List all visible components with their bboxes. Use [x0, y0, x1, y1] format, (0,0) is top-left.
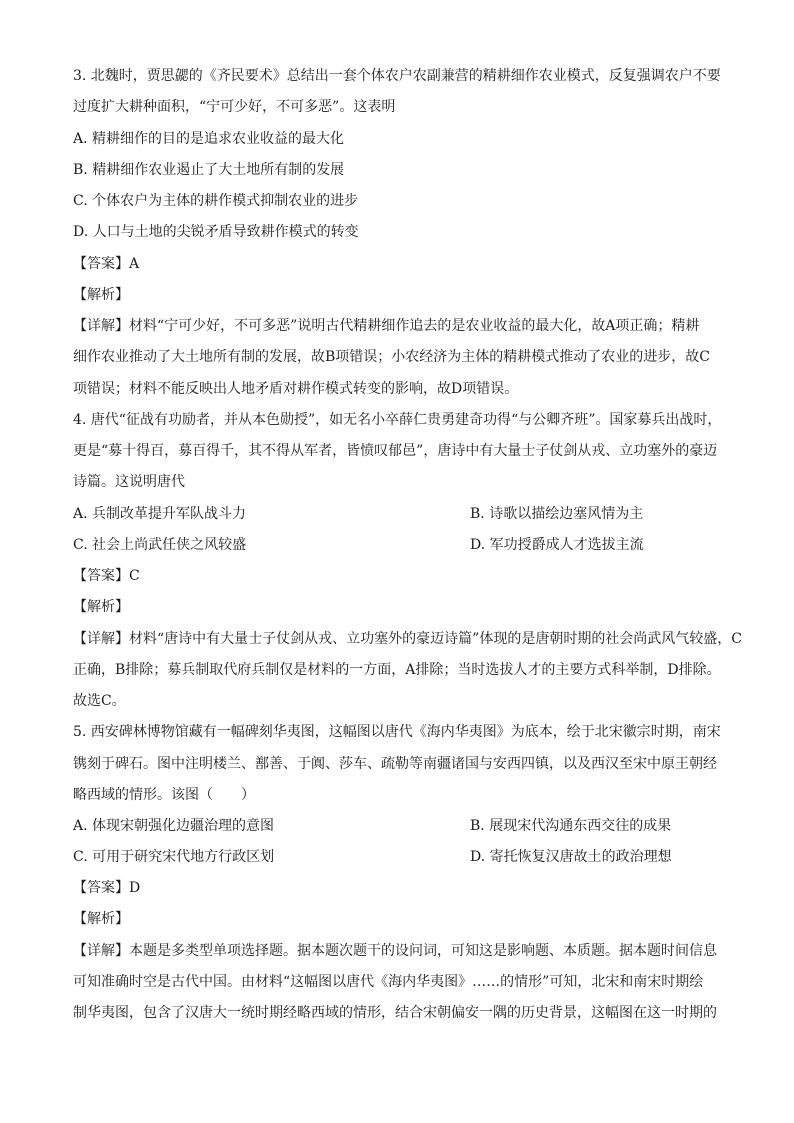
q3-stem-line-1: 3. 北魏时，贾思勰的《齐民要术》总结出一套个体农户农副兼营的精耕细作农业模式，反复强调农户不要 — [73, 68, 721, 84]
q5-option-c: C. 可用于研究宋代地方行政区划 — [73, 849, 275, 865]
analysis-tag: 【解析】 — [73, 911, 129, 927]
q5-analysis-tag — [73, 909, 721, 929]
q5-stem-line-3: 略西域的情形。该图（ ） — [73, 787, 255, 803]
detail-text: 材料“宁可少好，不可多恶”说明古代精耕细作追去的是农业收益的最大化，故A项正确；精耕 — [129, 318, 700, 334]
answer-value: D — [129, 880, 141, 896]
q4-stem-line-3: 诗篇。这说明唐代 — [73, 474, 185, 490]
answer-tag: 【答案】 — [73, 256, 129, 272]
q5-detail-line-2: 可知准确时空是古代中国。由材料“这幅图以唐代《海内华夷图》……的情形”可知，北宋和南宋时期绘 — [73, 974, 704, 990]
q3-detail-line-3: 项错误；材料不能反映出人地矛盾对耕作模式转变的影响，故D项错误。 — [73, 381, 519, 397]
q5-option-d: D. 寄托恢复汉唐故土的政治理想 — [470, 849, 672, 865]
q4-detail-line-3: 故选C。 — [73, 693, 126, 709]
answer-tag: 【答案】 — [73, 880, 129, 896]
q4-option-b: B. 诗歌以描绘边塞风情为主 — [470, 506, 644, 522]
q4-detail-line-1 — [73, 629, 743, 649]
detail-text: 材料“唐诗中有大量士子仗剑从戎、立功塞外的豪迈诗篇”体现的是唐朝时期的社会尚武风气较盛，C — [129, 631, 743, 647]
q3-option-c: C. 个体农户为主体的耕作模式抑制农业的进步 — [73, 193, 359, 209]
q3-option-b: B. 精耕细作农业遏止了大土地所有制的发展 — [73, 162, 345, 178]
detail-text: 本题是多类型单项选择题。据本题次题干的设问词，可知这是影响题、本质题。据本题时间信息 — [129, 943, 717, 959]
q3-answer-row — [73, 254, 721, 274]
q4-option-d: D. 军功授爵成人才选拔主流 — [470, 537, 644, 553]
q4-stem-line-1: 4. 唐代“征战有功励者，并从本色勋授”，如无名小卒薛仁贵勇建奇功得“与公卿齐班”。国家募兵出战时， — [73, 412, 722, 428]
analysis-tag: 【解析】 — [73, 599, 129, 615]
q4-detail-line-2: 正确，B排除；募兵制取代府兵制仅是材料的一方面，A排除；当时选拔人才的主要方式科举制，D排除。 — [73, 662, 721, 678]
q4-options-row-2 — [73, 535, 721, 555]
detail-tag: 【详解】 — [73, 318, 129, 334]
q4-answer-row — [73, 566, 721, 586]
detail-tag: 【详解】 — [73, 631, 129, 647]
q3-option-a: A. 精耕细作的目的是追求农业收益的最大化 — [73, 131, 345, 147]
q5-options-row-1 — [73, 816, 721, 836]
q5-option-b: B. 展现宋代沟通东西交往的成果 — [470, 818, 672, 834]
q5-stem-line-1: 5. 西安碑林博物馆藏有一幅碑刻华夷图，这幅图以唐代《海内华夷图》为底本，绘于北宋徽宗时期，南宋 — [73, 724, 721, 740]
q4-analysis-tag — [73, 597, 721, 617]
q3-analysis-tag — [73, 285, 721, 305]
q3-detail-line-1 — [73, 316, 721, 336]
q5-option-a: A. 体现宋朝强化边疆治理的意图 — [73, 818, 275, 834]
detail-tag: 【详解】 — [73, 943, 129, 959]
q4-options-row-1 — [73, 504, 721, 524]
q4-stem-line-2: 更是“募十得百，募百得千，其不得从军者，皆愤叹郁邑”，唐诗中有大量士子仗剑从戎、立功塞外的豪迈 — [73, 443, 718, 459]
q5-stem-line-2: 镌刻于碑石。图中注明楼兰、鄯善、于阗、莎车、疏勒等南疆诸国与安西四镇，以及西汉至宋中原王朝经 — [73, 756, 717, 772]
answer-value: A — [129, 256, 140, 272]
q3-detail-line-2: 细作农业推动了大土地所有制的发展，故B项错误；小农经济为主体的精耕模式推动了农业的进步，故C — [73, 349, 710, 365]
q5-answer-row — [73, 878, 721, 898]
answer-value: C — [129, 568, 140, 584]
q4-option-a: A. 兵制改革提升军队战斗力 — [73, 506, 247, 522]
q5-options-row-2 — [73, 847, 721, 867]
q5-detail-line-1 — [73, 941, 721, 961]
q3-stem-line-2: 过度扩大耕种面积，“宁可少好，不可多恶”。这表明 — [73, 99, 396, 115]
q5-detail-line-3: 制华夷图，包含了汉唐大一统时期经略西域的情形，结合宋朝偏安一隅的历史背景，这幅图在这一时期的 — [73, 1005, 717, 1021]
q4-option-c: C. 社会上尚武任侠之风较盛 — [73, 537, 247, 553]
answer-tag: 【答案】 — [73, 568, 129, 584]
analysis-tag: 【解析】 — [73, 287, 129, 303]
q3-option-d: D. 人口与土地的尖锐矛盾导致耕作模式的转变 — [73, 224, 359, 240]
